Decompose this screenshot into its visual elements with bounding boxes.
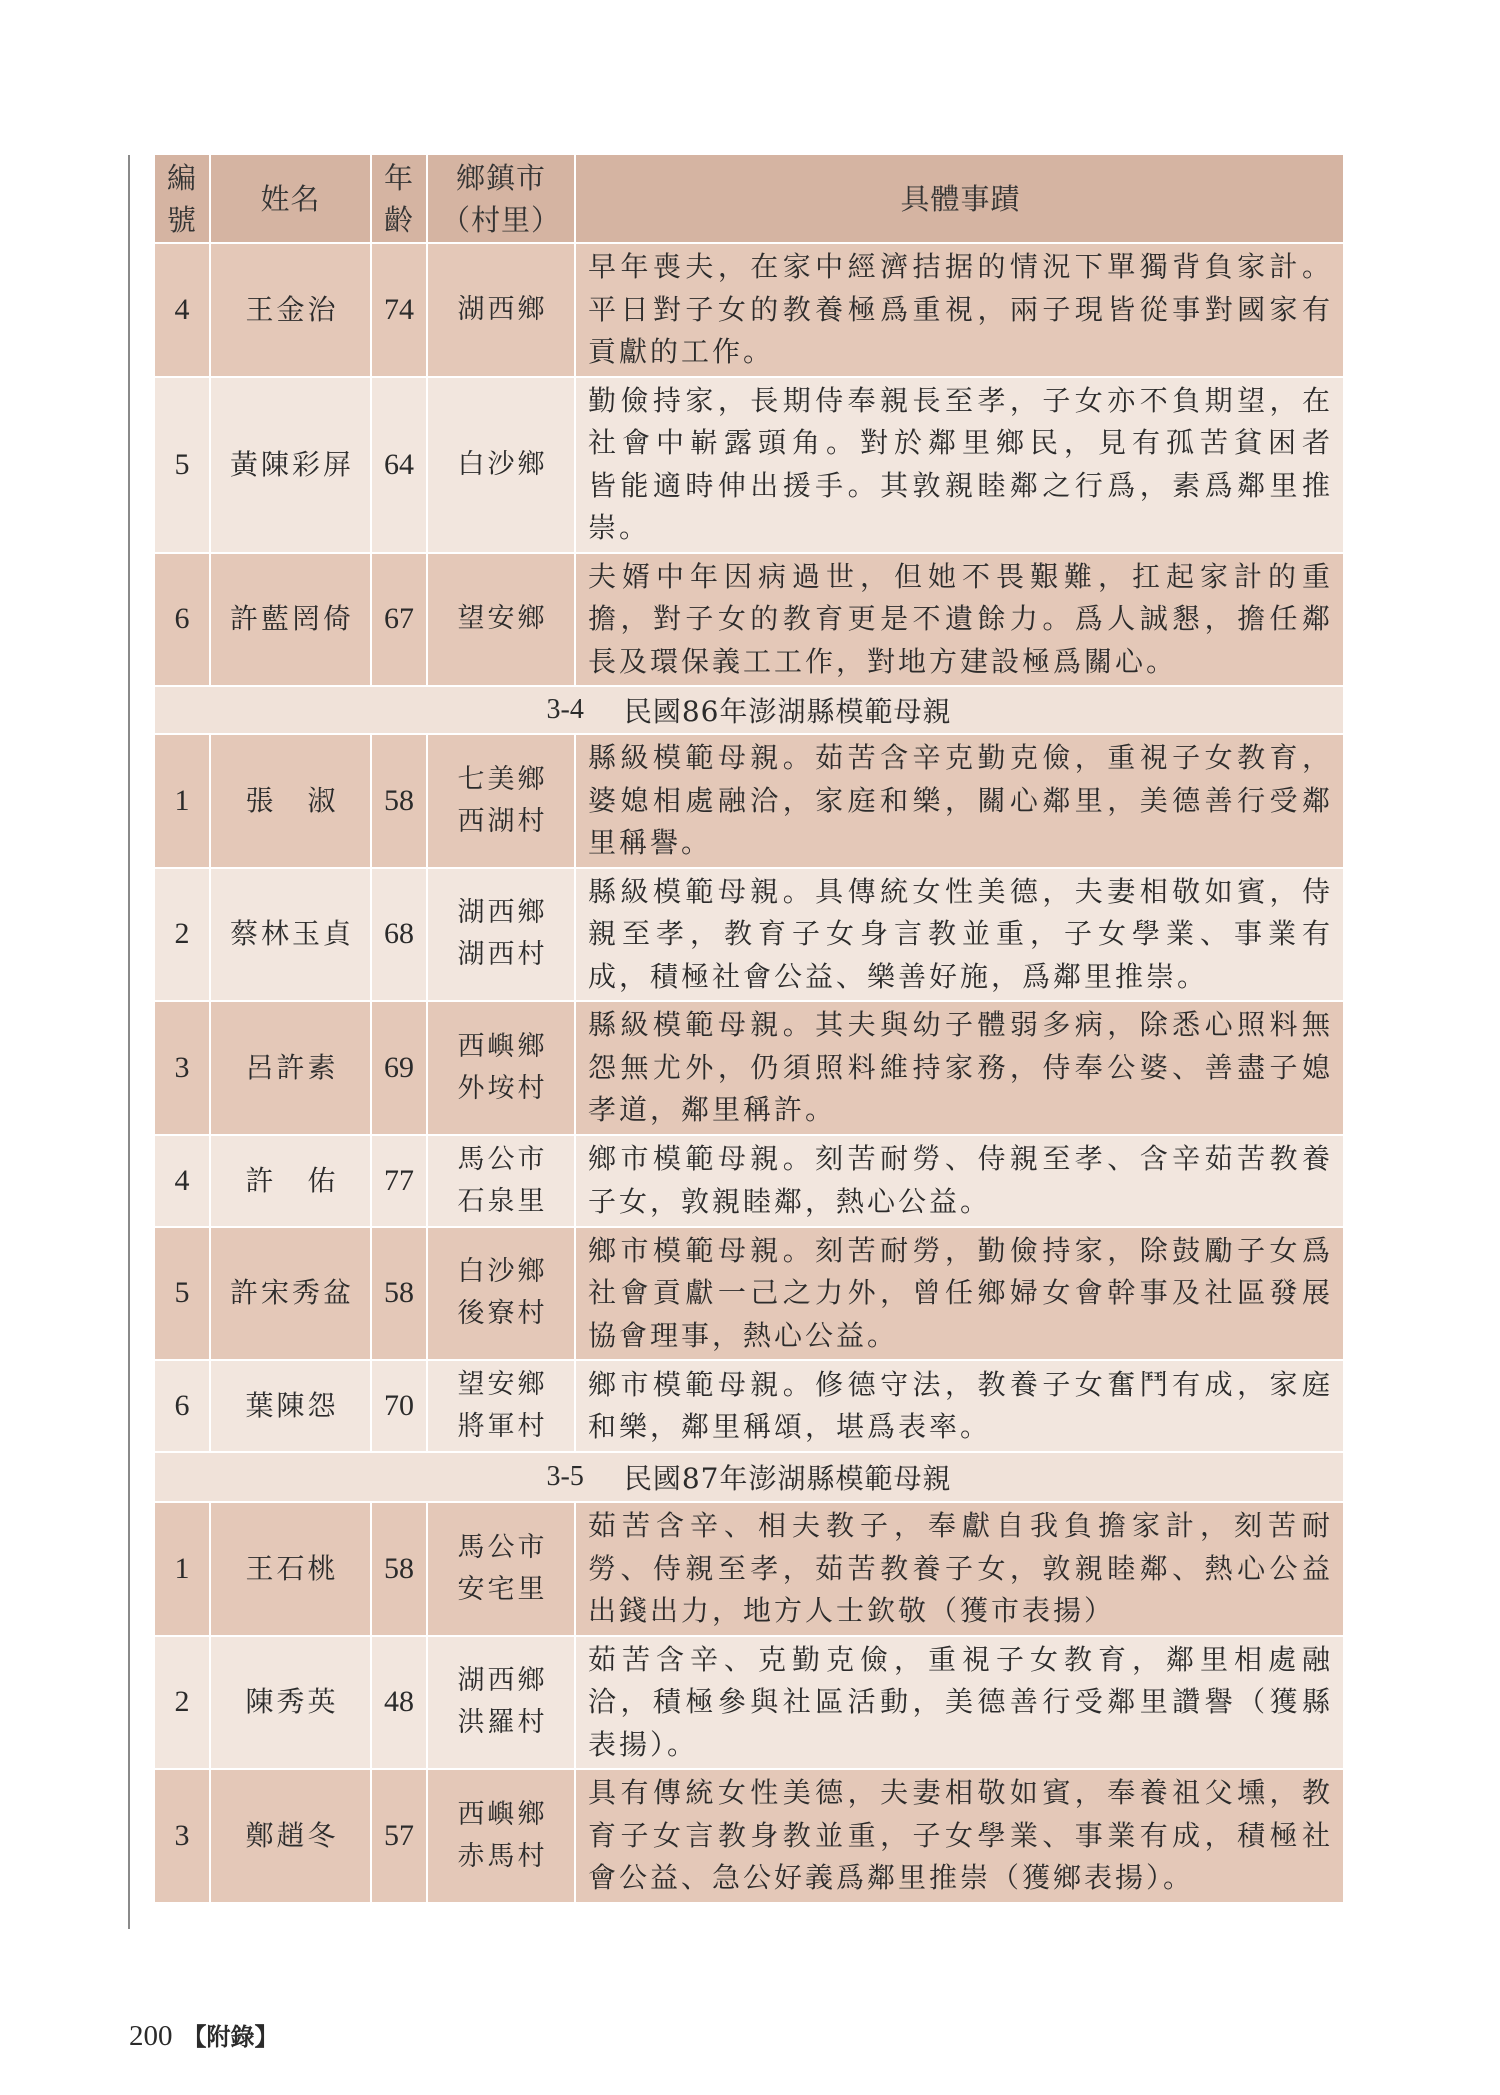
mother-name: 黃陳彩屏 bbox=[229, 447, 354, 481]
location-line: 石泉里 bbox=[457, 1185, 548, 1217]
location-line: 白沙鄉 bbox=[457, 1256, 548, 1288]
header-number-line: 號 bbox=[166, 202, 197, 237]
mother-name: 鄭趙冬 bbox=[245, 1818, 339, 1852]
location-line: 湖西鄉 bbox=[457, 897, 548, 929]
location-line: 馬公市 bbox=[457, 1143, 548, 1175]
deeds-line: 子女，敦親睦鄰，熱心公益。 bbox=[588, 1184, 992, 1218]
location-cell bbox=[428, 378, 576, 552]
location-cell bbox=[428, 1637, 576, 1769]
age-cell bbox=[372, 1002, 428, 1134]
age-cell bbox=[372, 1136, 428, 1226]
header-name-label: 姓名 bbox=[260, 181, 321, 216]
mother-age: 74 bbox=[384, 292, 414, 326]
page-footer bbox=[129, 2018, 279, 2055]
mother-name: 葉陳怨 bbox=[245, 1389, 339, 1422]
row-number: 1 bbox=[174, 1551, 190, 1585]
deeds-line: 縣級模範母親。具傳統女性美德，夫妻相敬如賓，侍 bbox=[588, 874, 1333, 908]
name-cell bbox=[211, 554, 372, 686]
deeds-line: 協會理事，熱心公益。 bbox=[588, 1318, 899, 1352]
location-line: 七美鄉 bbox=[457, 763, 548, 795]
mother-age: 58 bbox=[384, 1276, 414, 1310]
table-row bbox=[155, 1503, 1343, 1637]
row-number: 3 bbox=[174, 1050, 190, 1084]
header-location-line: （村里） bbox=[440, 202, 561, 237]
deeds-line: 早年喪夫，在家中經濟拮据的情況下單獨背負家計。 bbox=[588, 250, 1333, 283]
age-cell bbox=[372, 244, 428, 376]
deeds-line: 表揚）。 bbox=[588, 1727, 699, 1761]
age-cell bbox=[372, 1770, 428, 1902]
table-row bbox=[155, 735, 1343, 869]
location-line: 白沙鄉 bbox=[457, 448, 548, 480]
mother-name: 許藍罔倚 bbox=[229, 602, 354, 636]
name-cell bbox=[211, 1637, 372, 1769]
table-row bbox=[155, 869, 1343, 1003]
section-code: 3-5 bbox=[546, 1461, 584, 1492]
location-line: 湖西鄉 bbox=[457, 1665, 548, 1697]
age-cell bbox=[372, 1503, 428, 1635]
number-cell bbox=[155, 554, 211, 686]
deeds-line: 社會中嶄露頭角。對於鄰里鄉民，見有孤苦貧困者 bbox=[588, 426, 1333, 459]
mother-age: 48 bbox=[384, 1685, 414, 1719]
deeds-line: 夫婿中年因病過世，但她不畏艱難，扛起家計的重 bbox=[588, 559, 1333, 593]
name-cell bbox=[211, 1002, 372, 1134]
header-number bbox=[155, 155, 211, 242]
name-cell bbox=[211, 1361, 372, 1451]
location-line: 後寮村 bbox=[457, 1298, 548, 1330]
deeds-line: 里稱譽。 bbox=[588, 826, 713, 859]
deeds-line: 茹苦含辛、克勤克儉，重視子女教育，鄰里相處融 bbox=[588, 1642, 1333, 1676]
name-cell bbox=[211, 735, 372, 867]
deeds-line: 鄉市模範母親。刻苦耐勞、侍親至孝、含辛茹苦教養 bbox=[588, 1142, 1333, 1175]
table-row bbox=[155, 1228, 1343, 1362]
number-cell bbox=[155, 1136, 211, 1226]
row-number: 5 bbox=[174, 447, 190, 481]
left-margin-rule bbox=[128, 155, 130, 1929]
mother-age: 58 bbox=[384, 783, 414, 817]
row-number: 4 bbox=[174, 292, 190, 326]
deeds-line: 鄉市模範母親。修德守法，教養子女奮鬥有成，家庭 bbox=[588, 1367, 1333, 1401]
deeds-line: 和樂，鄰里稱頌，堪爲表率。 bbox=[588, 1410, 992, 1443]
mother-name: 蔡林玉貞 bbox=[229, 917, 354, 951]
deeds-line: 擔，對子女的教育更是不遺餘力。爲人誠懇，擔任鄰 bbox=[588, 602, 1333, 635]
location-line: 望安鄉 bbox=[457, 603, 548, 635]
row-number: 4 bbox=[174, 1163, 190, 1197]
section-title: 民國87年澎湖縣模範母親 bbox=[623, 1462, 952, 1495]
section-row bbox=[155, 1453, 1343, 1503]
mother-name: 王石桃 bbox=[245, 1551, 339, 1585]
mother-age: 58 bbox=[384, 1551, 414, 1585]
location-cell bbox=[428, 1002, 576, 1134]
location-line: 望安鄉 bbox=[457, 1369, 548, 1400]
deeds-line: 具有傳統女性美德，夫妻相敬如賓，奉養祖父壎，教 bbox=[588, 1776, 1333, 1809]
age-cell bbox=[372, 869, 428, 1001]
header-age bbox=[372, 155, 428, 242]
location-cell bbox=[428, 869, 576, 1001]
deeds-line: 縣級模範母親。茹苦含辛克勤克儉，重視子女教育， bbox=[588, 741, 1333, 774]
header-location bbox=[428, 155, 576, 242]
table-row bbox=[155, 1637, 1343, 1771]
table-row bbox=[155, 1770, 1343, 1904]
mother-age: 67 bbox=[384, 602, 414, 636]
deeds-line: 會公益、急公好義爲鄰里推崇（獲鄉表揚）。 bbox=[588, 1861, 1195, 1894]
deeds-cell bbox=[576, 1503, 1343, 1635]
deeds-line: 孝道，鄰里稱許。 bbox=[588, 1093, 837, 1126]
deeds-line: 長及環保義工工作，對地方建設極爲關心。 bbox=[588, 644, 1178, 678]
location-cell bbox=[428, 1228, 576, 1360]
age-cell bbox=[372, 1637, 428, 1769]
table-row bbox=[155, 378, 1343, 554]
mother-age: 64 bbox=[384, 447, 414, 481]
deeds-line: 成，積極社會公益、樂善好施，爲鄰里推崇。 bbox=[588, 959, 1209, 993]
row-number: 6 bbox=[174, 602, 190, 636]
mother-name: 呂許素 bbox=[245, 1050, 339, 1084]
header-deeds-label: 具體事蹟 bbox=[900, 181, 1021, 216]
age-cell bbox=[372, 1361, 428, 1451]
mother-name: 王金治 bbox=[245, 292, 339, 326]
name-cell bbox=[211, 378, 372, 552]
deeds-cell bbox=[576, 1228, 1343, 1360]
deeds-line: 貢獻的工作。 bbox=[588, 335, 775, 368]
number-cell bbox=[155, 1503, 211, 1635]
section-heading bbox=[547, 1457, 952, 1497]
age-cell bbox=[372, 1228, 428, 1360]
deeds-line: 皆能適時伸出援手。其敦親睦鄰之行爲，素爲鄰里推 bbox=[588, 468, 1333, 502]
number-cell bbox=[155, 1002, 211, 1134]
number-cell bbox=[155, 735, 211, 867]
row-number: 1 bbox=[174, 783, 190, 817]
table-row bbox=[155, 1136, 1343, 1228]
location-line: 西湖村 bbox=[457, 805, 548, 837]
section-heading bbox=[547, 690, 952, 730]
row-number: 6 bbox=[174, 1389, 190, 1422]
table-body bbox=[155, 244, 1343, 1904]
deeds-line: 崇。 bbox=[588, 511, 651, 544]
section-label: 【附錄】 bbox=[182, 2022, 279, 2051]
header-name bbox=[211, 155, 372, 242]
mothers-table bbox=[155, 155, 1343, 1904]
deeds-cell bbox=[576, 1361, 1343, 1451]
mother-name: 張 淑 bbox=[245, 783, 339, 817]
location-line: 湖西鄉 bbox=[457, 293, 548, 325]
deeds-line: 勤儉持家，長期侍奉親長至孝，子女亦不負期望，在 bbox=[588, 383, 1333, 417]
location-line: 赤馬村 bbox=[457, 1840, 548, 1872]
table-row bbox=[155, 1361, 1343, 1453]
deeds-line: 鄉市模範母親。刻苦耐勞，勤儉持家，除鼓勵子女爲 bbox=[588, 1233, 1333, 1267]
deeds-line: 平日對子女的教養極爲重視，兩子現皆從事對國家有 bbox=[588, 292, 1333, 326]
deeds-cell bbox=[576, 1002, 1343, 1134]
location-cell bbox=[428, 554, 576, 686]
location-line: 西嶼鄉 bbox=[457, 1798, 548, 1830]
deeds-line: 茹苦含辛、相夫教子，奉獻自我負擔家計，刻苦耐 bbox=[588, 1509, 1333, 1542]
name-cell bbox=[211, 1228, 372, 1360]
deeds-cell bbox=[576, 378, 1343, 552]
mother-age: 68 bbox=[384, 917, 414, 951]
header-number-line: 編 bbox=[166, 160, 197, 195]
number-cell bbox=[155, 1228, 211, 1360]
section-row bbox=[155, 687, 1343, 735]
location-line: 安宅里 bbox=[457, 1573, 548, 1605]
number-cell bbox=[155, 869, 211, 1001]
location-cell bbox=[428, 1770, 576, 1902]
age-cell bbox=[372, 378, 428, 552]
mother-name: 許宋秀盆 bbox=[229, 1276, 354, 1310]
row-number: 2 bbox=[174, 917, 190, 951]
name-cell bbox=[211, 869, 372, 1001]
deeds-line: 勞、侍親至孝，茹苦教養子女，敦親睦鄰、熱心公益 bbox=[588, 1551, 1333, 1585]
mother-age: 57 bbox=[384, 1818, 414, 1852]
row-number: 5 bbox=[174, 1276, 190, 1310]
age-cell bbox=[372, 735, 428, 867]
mother-name: 陳秀英 bbox=[245, 1685, 339, 1719]
location-cell bbox=[428, 1503, 576, 1635]
header-age-line: 齡 bbox=[383, 202, 414, 237]
location-line: 湖西村 bbox=[457, 939, 548, 971]
deeds-cell bbox=[576, 735, 1343, 867]
deeds-line: 社會貢獻一己之力外，曾任鄉婦女會幹事及社區發展 bbox=[588, 1276, 1333, 1309]
deeds-cell bbox=[576, 554, 1343, 686]
mother-age: 70 bbox=[384, 1389, 414, 1422]
location-line: 外垵村 bbox=[457, 1072, 548, 1104]
number-cell bbox=[155, 378, 211, 552]
name-cell bbox=[211, 244, 372, 376]
deeds-cell bbox=[576, 1136, 1343, 1226]
location-cell bbox=[428, 735, 576, 867]
deeds-cell bbox=[576, 1770, 1343, 1902]
page-number: 200 bbox=[129, 2020, 173, 2052]
location-cell bbox=[428, 1361, 576, 1451]
mother-age: 77 bbox=[384, 1163, 414, 1197]
deeds-line: 洽，積極參與社區活動，美德善行受鄰里讚譽（獲縣 bbox=[588, 1685, 1333, 1718]
section-title: 民國86年澎湖縣模範母親 bbox=[623, 695, 952, 728]
location-line: 西嶼鄉 bbox=[457, 1030, 548, 1062]
number-cell bbox=[155, 244, 211, 376]
location-cell bbox=[428, 1136, 576, 1226]
header-deeds bbox=[576, 155, 1343, 242]
name-cell bbox=[211, 1770, 372, 1902]
deeds-cell bbox=[576, 869, 1343, 1001]
location-cell bbox=[428, 244, 576, 376]
location-line: 將軍村 bbox=[457, 1411, 548, 1442]
deeds-line: 親至孝，教育子女身言教並重，子女學業、事業有 bbox=[588, 917, 1333, 950]
mother-name: 許 佑 bbox=[245, 1163, 339, 1197]
number-cell bbox=[155, 1637, 211, 1769]
header-location-line: 鄉鎮市 bbox=[455, 160, 546, 195]
number-cell bbox=[155, 1361, 211, 1451]
deeds-cell bbox=[576, 244, 1343, 376]
table-header-row bbox=[155, 155, 1343, 244]
deeds-line: 出錢出力，地方人士欽敬（獲市表揚） bbox=[588, 1594, 1116, 1627]
row-number: 3 bbox=[174, 1818, 190, 1852]
row-number: 2 bbox=[174, 1685, 190, 1719]
section-code: 3-4 bbox=[546, 694, 584, 725]
deeds-line: 縣級模範母親。其夫與幼子體弱多病，除悉心照料無 bbox=[588, 1008, 1333, 1041]
table-row bbox=[155, 1002, 1343, 1136]
header-age-line: 年 bbox=[383, 160, 414, 195]
location-line: 洪羅村 bbox=[457, 1707, 548, 1739]
age-cell bbox=[372, 554, 428, 686]
name-cell bbox=[211, 1136, 372, 1226]
deeds-line: 婆媳相處融洽，家庭和樂，關心鄰里，美德善行受鄰 bbox=[588, 783, 1333, 817]
mother-age: 69 bbox=[384, 1050, 414, 1084]
deeds-cell bbox=[576, 1637, 1343, 1769]
name-cell bbox=[211, 1503, 372, 1635]
number-cell bbox=[155, 1770, 211, 1902]
deeds-line: 育子女言教身教並重，子女學業、事業有成，積極社 bbox=[588, 1818, 1333, 1852]
deeds-line: 怨無尤外，仍須照料維持家務，侍奉公婆、善盡子媳 bbox=[588, 1050, 1333, 1084]
table-row bbox=[155, 244, 1343, 378]
location-line: 馬公市 bbox=[457, 1531, 548, 1563]
table-row bbox=[155, 554, 1343, 688]
